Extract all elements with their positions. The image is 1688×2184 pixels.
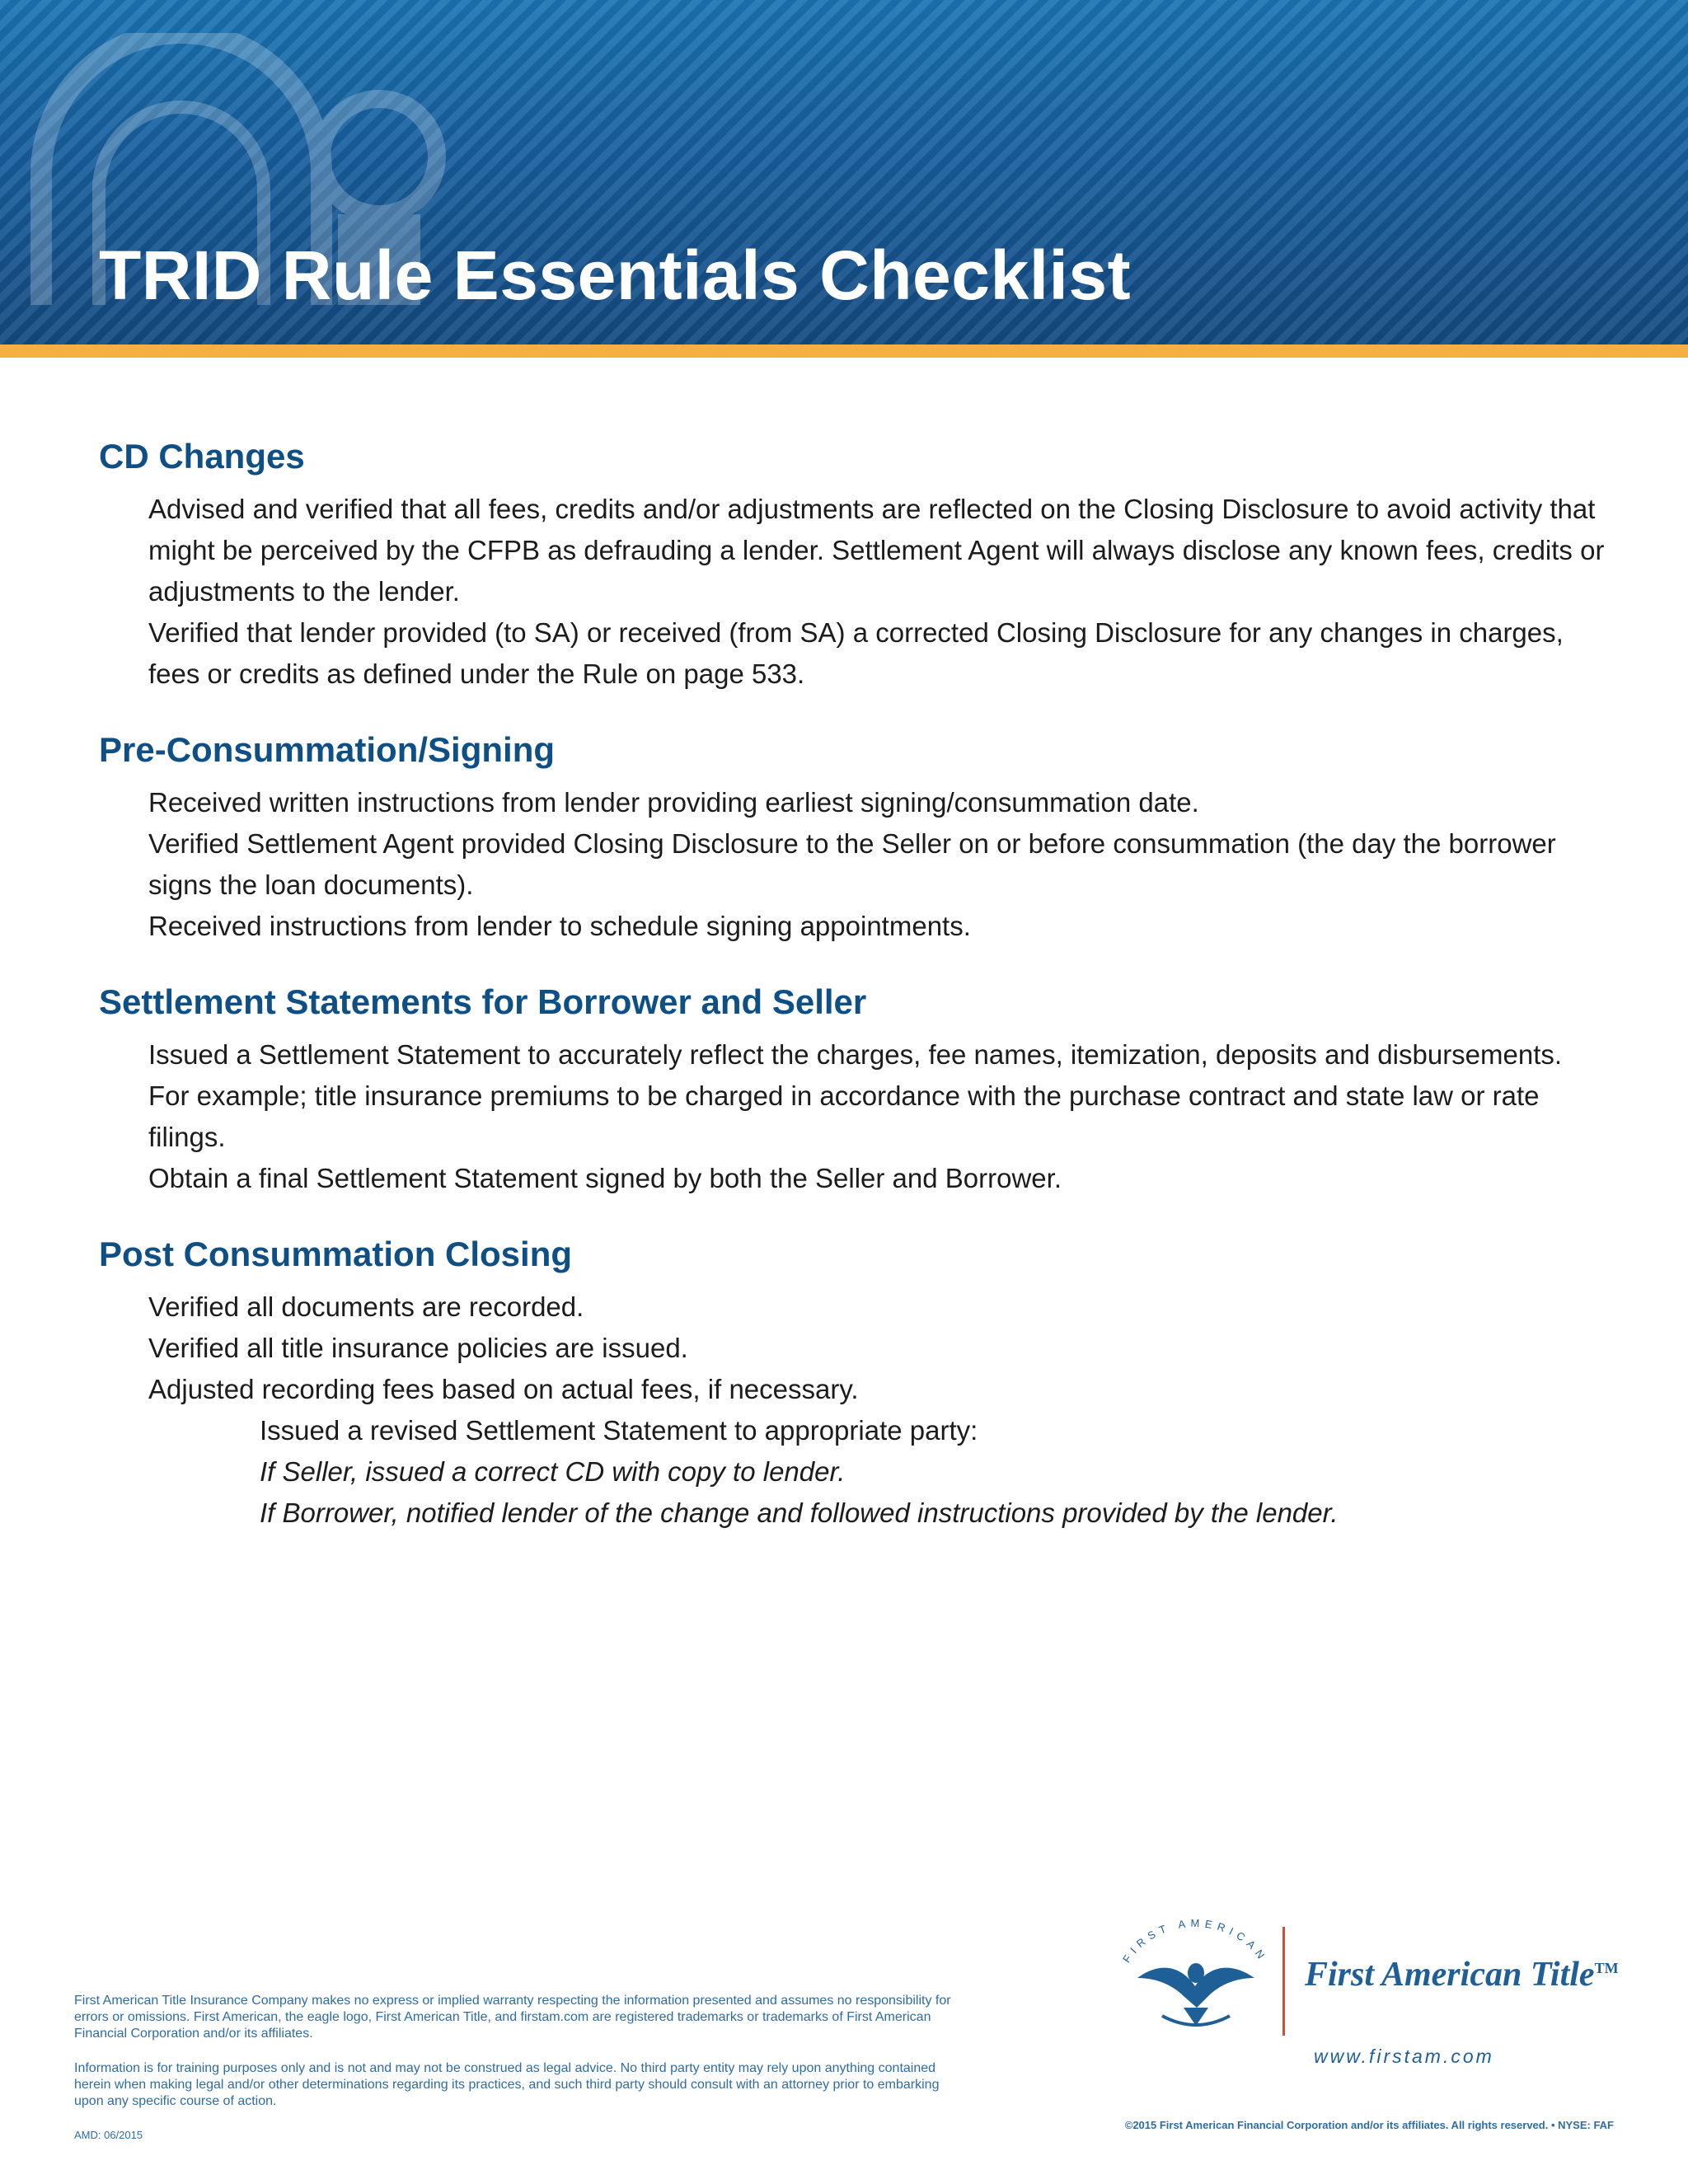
website-link[interactable]: www.firstam.com (1314, 2046, 1494, 2067)
page-title: TRID Rule Essentials Checklist (99, 237, 1132, 314)
checklist-item: Adjusted recording fees based on actual fees, if necessary. (148, 1374, 859, 1404)
logo-divider (1282, 1927, 1285, 2036)
section-heading: Pre-Consummation/Signing (99, 730, 556, 769)
section-post-consummation (99, 1230, 1607, 1534)
gold-divider-bar (0, 344, 1688, 358)
company-logo (1104, 1910, 1632, 2034)
amd-code: AMD: 06/2015 (74, 2129, 143, 2141)
brand-name: First American Title™ (1305, 1956, 1619, 1994)
section-heading: Post Consummation Closing (99, 1235, 573, 1273)
disclaimer-training: Information is for training purposes only and is not and may not be construed as legal advice. No third party entity may rely upon anything contained herein when making legal and/or other determinations regarding its practices, and such third party should consult with an attorney prior to embarking upon any specific course of action. (74, 2061, 940, 2108)
checklist-item: Advised and verified that all fees, credits and/or adjustments are reflected on the Closing Disclosure to avoid activity that might be perceived by the CFPB as defrauding a lender. Settlement Agent will always disclose any known fees, credits or adjustments to the lender. (148, 494, 1605, 607)
checklist-italic-item: If Seller, issued a correct CD with copy to lender. (260, 1456, 846, 1487)
checklist-item: Obtain a final Settlement Statement signed by both the Seller and Borrower. (148, 1163, 1062, 1193)
checklist-item: Received written instructions from lender providing earliest signing/consummation date. (148, 787, 1199, 818)
checklist-item: Verified all documents are recorded. (148, 1291, 584, 1322)
section-cd-changes (99, 433, 1607, 695)
footer-disclaimers (74, 1993, 964, 2143)
checklist-item: Received instructions from lender to schedule signing appointments. (148, 911, 971, 941)
checklist-item: Verified Settlement Agent provided Closing Disclosure to the Seller on or before consummation (the day the borrower signs the loan documents). (148, 828, 1556, 900)
section-pre-consummation (99, 726, 1607, 947)
section-heading: CD Changes (99, 437, 305, 476)
eagle-seal-icon (1104, 1910, 1294, 2034)
header-banner (0, 0, 1688, 344)
checklist-item: Verified that lender provided (to SA) or received (from SA) a corrected Closing Disclosure for any changes in charges, fees or credits as defined under the Rule on page 533. (148, 617, 1564, 689)
disclaimer-warranty: First American Title Insurance Company makes no express or implied warranty respecting the information presented and assumes no responsibility for errors or omissions. First American, the eagle logo, First American Title, and firstam.com are registered trademarks or trademarks of First American Financial Corporation and/or its affiliates. (74, 1994, 951, 2041)
checklist-sub-item: Issued a revised Settlement Statement to appropriate party: (260, 1415, 978, 1446)
section-settlement-statements (99, 978, 1607, 1199)
trademark-mark: TM (1594, 1960, 1619, 1976)
checklist-item: Issued a Settlement Statement to accurately reflect the charges, fee names, itemization, deposits and disbursements. For example; title insurance premiums to be charged in accordance with the purchase contract and state law or rate filings. (148, 1039, 1563, 1152)
checklist-italic-item: If Borrower, notified lender of the change and followed instructions provided by the lender. (260, 1497, 1339, 1528)
copyright-notice: ©2015 First American Financial Corporation and/or its affiliates. All rights reserved. • NYSE: FAF (1124, 2119, 1614, 2131)
checklist-item: Verified all title insurance policies are issued. (148, 1333, 688, 1363)
section-heading: Settlement Statements for Borrower and Seller (99, 982, 867, 1021)
checklist-content (99, 433, 1607, 1565)
svg-text:FIRST AMERICAN: FIRST AMERICAN (1120, 1916, 1270, 1966)
